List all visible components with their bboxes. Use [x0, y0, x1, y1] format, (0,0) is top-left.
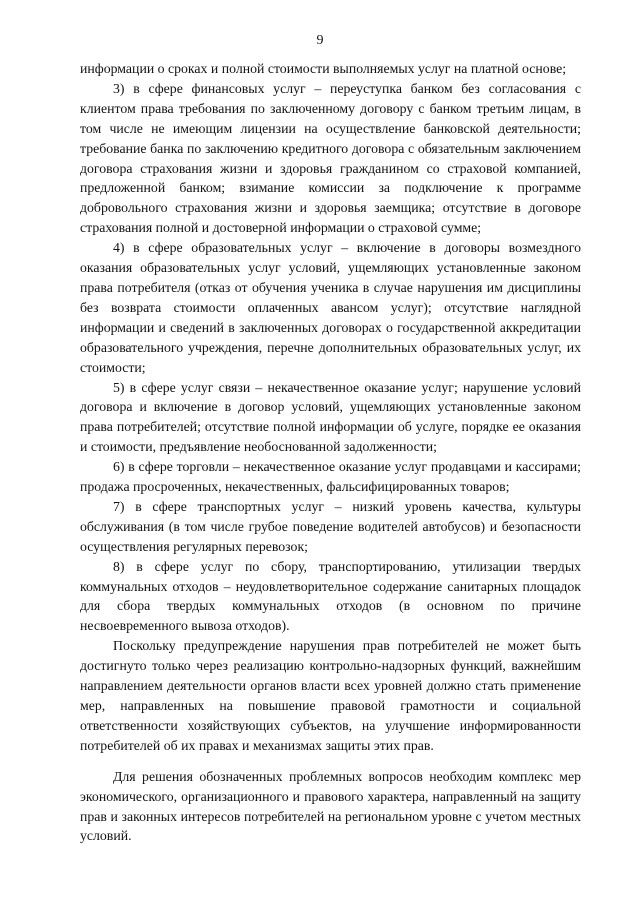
- paragraph-trade: 6) в сфере торговли – некачественное оказание услуг продавцами и кассирами; продажа просроченных, некачественных, фальсифицированных товаров;: [80, 459, 581, 495]
- paragraph-prevention: Поскольку предупреждение нарушения прав потребителей не может быть достигнуто только через реализацию контрольно-надзорных функций, важнейшим направлением деятельности органов власти всех уровней должно стать применение мер, направленных на повышение правовой грамотности и социальной ответственности хозяйствующих субъектов, на улучшение информированности потребителей об их правах и механизмах защиты этих прав.: [80, 638, 581, 753]
- paragraph-communication-services: 5) в сфере услуг связи – некачественное оказание услуг; нарушение условий договора и включение в договор условий, ущемляющих установленные законом права потребителей; отсутствие полной информации об услуге, порядке ее оказания и стоимости, предъявление необоснованной задолженности;: [80, 379, 581, 455]
- paragraph-transport-services: 7) в сфере транспортных услуг – низкий уровень качества, культуры обслуживания (в том числе грубое поведение водителей автобусов) и безопасности осуществления регулярных перевозок;: [80, 498, 581, 554]
- paragraph-measures: Для решения обозначенных проблемных вопросов необходим комплекс мер экономического, организационного и правового характера, направленный на защиту прав и законных интересов потребителей на региональном уровне с учетом местных условий.: [80, 768, 581, 844]
- page-number: 9: [316, 33, 324, 48]
- paragraph-financial-services: 3) в сфере финансовых услуг – переуступка банком без согласования с клиентом права требования по заключенному договору с банком третьим лицам, в том числе не имеющим лицензии на осуществление банковской деятельности; требование банка по заключению кредитного договора с обязательным заключением договора страхования жизни и здоровья гражданином со страховой компанией, предложенной банком; взимание комиссии за подключение к программе добровольного страхования жизни и здоровья заемщика; отсутствие в договоре страхования полной и достоверной информации о страховой сумме;: [80, 80, 581, 236]
- body-text: [80, 59, 581, 846]
- paragraph-educational-services: 4) в сфере образовательных услуг – включение в договоры возмездного оказания образовательных услуг условий, ущемляющих установленные законом права потребителя (отказ от обучения ученика в случае нарушения им дисциплины без возврата стоимости оплаченных авансом услуг); отсутствие наглядной информации и сведений в заключенных договорах о государственной аккредитации образовательного учреждения, перечне дополнительных образовательных услуг, их стоимости;: [80, 240, 581, 375]
- paragraph-continuation: информации о сроках и полной стоимости выполняемых услуг на платной основе;: [80, 61, 567, 76]
- paragraph-waste-services: 8) в сфере услуг по сбору, транспортированию, утилизации твердых коммунальных отходов – неудовлетворительное содержание санитарных площадок для сбора твердых коммунальных отходов (в основном по причине несвоевременного вывоза отходов).: [80, 558, 581, 634]
